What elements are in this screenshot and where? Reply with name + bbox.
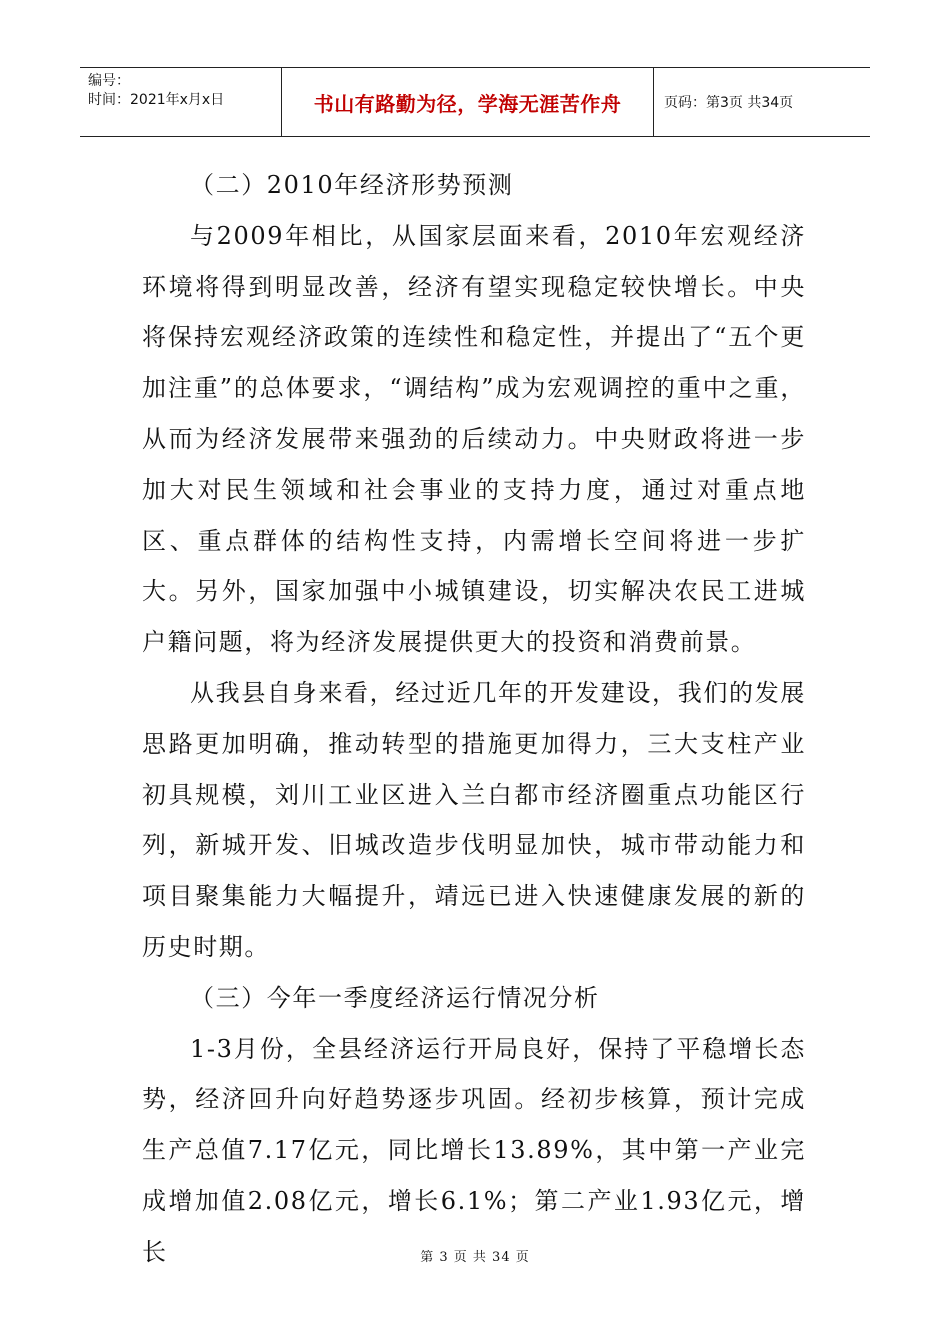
header-page-info: 页码：第3页 共34页	[664, 95, 794, 111]
section-heading-2: （二）2010年经济形势预测	[190, 171, 514, 199]
document-header	[80, 67, 870, 137]
paragraph-1: 与2009年相比，从国家层面来看，2010年宏观经济环境将得到明显改善，经济有望实现稳定较快增长。中央将保持宏观经济政策的连续性和稳定性，并提出了“五个更加注重”的总体要求，“调结构”成为宏观调控的重中之重，从而为经济发展带来强劲的后续动力。中央财政将进一步加大对民生领域和社会事业的支持力度，通过对重点地区、重点群体的结构性支持，内需增长空间将进一步扩大。另外，国家加强中小城镇建设，切实解决农民工进城户籍问题，将为经济发展提供更大的投资和消费前景。	[142, 221, 806, 657]
number-label: 编号：	[88, 73, 130, 89]
page-footer: 第 3 页 共 34 页	[420, 1250, 530, 1265]
paragraph-2: 从我县自身来看，经过近几年的开发建设，我们的发展思路更加明确，推动转型的措施更加得力，三大支柱产业初具规模，刘川工业区进入兰白都市经济圈重点功能区行列，新城开发、旧城改造步伐明显加快，城市带动能力和项目聚集能力大幅提升，靖远已进入快速健康发展的新的历史时期。	[142, 678, 806, 961]
section-heading-3: （三）今年一季度经济运行情况分析	[190, 983, 600, 1012]
header-motto: 书山有路勤为径，学海无涯苦作舟	[282, 68, 654, 136]
paragraph-3: 1-3月份，全县经济运行开局良好，保持了平稳增长态势，经济回升向好趋势逐步巩固。经初步核算，预计完成生产总值7.17亿元，同比增长13.89%，其中第一产业完成增加值2.08亿元，增长6.1%；第二产业1.93亿元，增长	[142, 1034, 806, 1266]
time-label: 时间：2021年x月x日	[88, 92, 225, 108]
header-meta	[80, 68, 282, 136]
document-body	[142, 160, 806, 1278]
